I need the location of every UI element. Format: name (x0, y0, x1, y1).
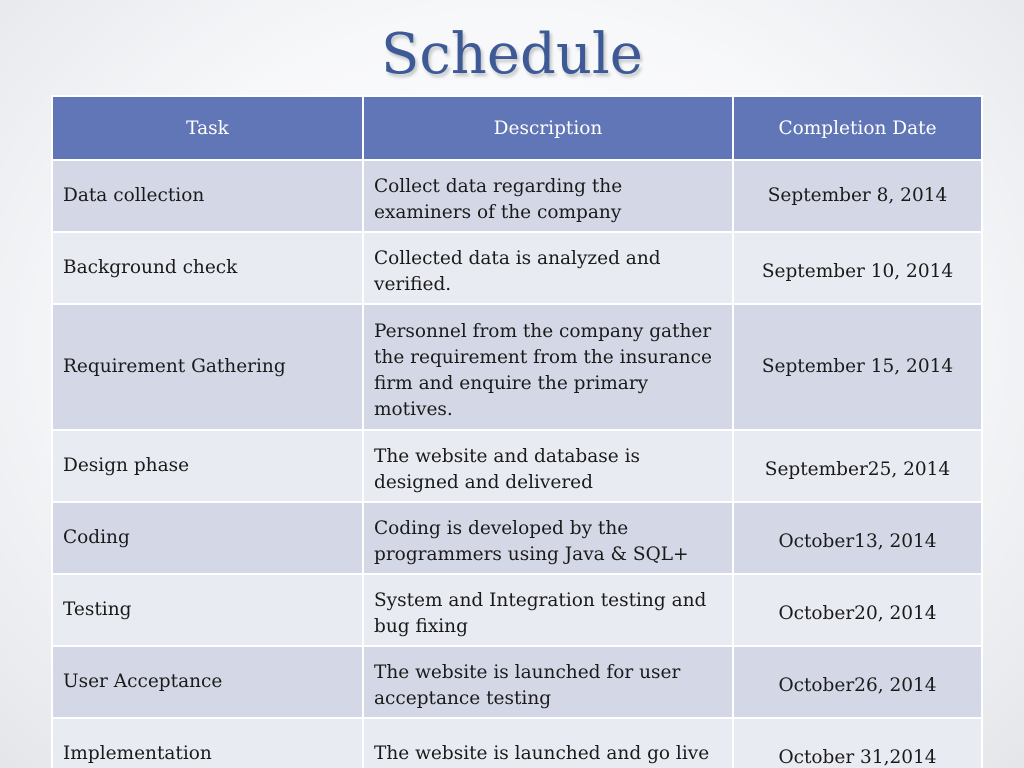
task-cell: Data collection (52, 160, 363, 232)
task-cell: Testing (52, 574, 363, 646)
description-cell: Coding is developed by the programmers using Java & SQL+ (363, 502, 733, 574)
header-task: Task (52, 96, 363, 160)
date-cell: September 8, 2014 (733, 160, 982, 232)
task-cell: Implementation (52, 718, 363, 768)
description-cell: The website is launched for user acceptance testing (363, 646, 733, 718)
task-cell: User Acceptance (52, 646, 363, 718)
description-cell: System and Integration testing and bug fixing (363, 574, 733, 646)
date-cell: October26, 2014 (733, 646, 982, 718)
description-cell: The website is launched and go live (363, 718, 733, 768)
table-row (52, 430, 982, 502)
task-cell: Coding (52, 502, 363, 574)
task-cell: Design phase (52, 430, 363, 502)
table-row (52, 718, 982, 768)
description-cell: Personnel from the company gather the requirement from the insurance firm and enquire the primary motives. (363, 304, 733, 430)
date-cell: October13, 2014 (733, 502, 982, 574)
slide-title: Schedule (381, 22, 643, 87)
table-header-row (52, 96, 982, 160)
description-cell: The website and database is designed and delivered (363, 430, 733, 502)
task-cell: Background check (52, 232, 363, 304)
date-cell: October 31,2014 (733, 718, 982, 768)
table-row (52, 232, 982, 304)
description-cell: Collected data is analyzed and verified. (363, 232, 733, 304)
header-description: Description (363, 96, 733, 160)
table-row (52, 646, 982, 718)
table-row (52, 160, 982, 232)
date-cell: September 15, 2014 (733, 304, 982, 430)
description-cell: Collect data regarding the examiners of the company (363, 160, 733, 232)
schedule-table (51, 95, 983, 768)
date-cell: October20, 2014 (733, 574, 982, 646)
table-row (52, 502, 982, 574)
table-row (52, 304, 982, 430)
date-cell: September25, 2014 (733, 430, 982, 502)
header-completion-date: Completion Date (733, 96, 982, 160)
date-cell: September 10, 2014 (733, 232, 982, 304)
task-cell: Requirement Gathering (52, 304, 363, 430)
table-row (52, 574, 982, 646)
